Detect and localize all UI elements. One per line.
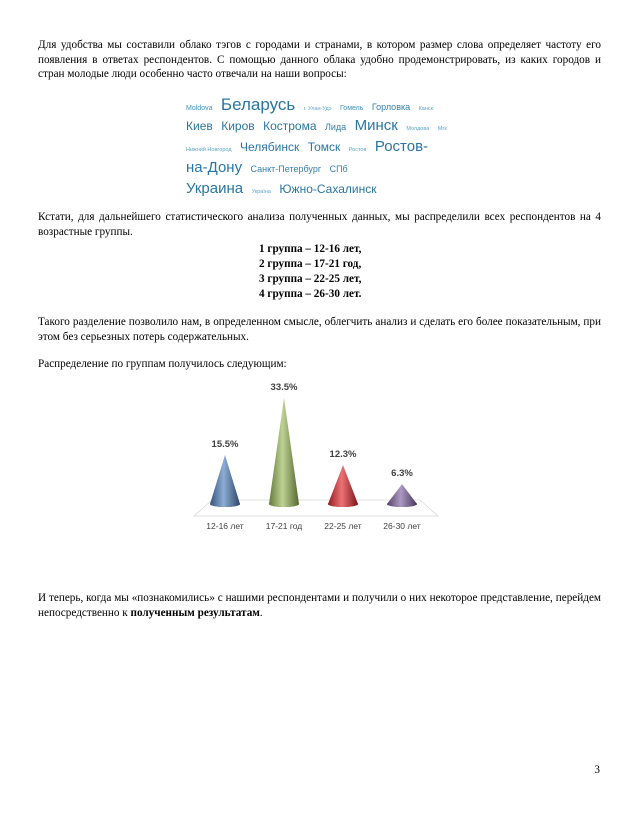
age-group-item: 4 группа – 26-30 лет.: [259, 288, 362, 300]
tag-cloud-line: [186, 115, 476, 136]
tag-word: Гомель: [339, 105, 364, 112]
tag-word: Украина: [186, 180, 244, 197]
intro-paragraph: Для удобства мы составили облако тэгов с городами и странами, в котором размер слова определяет частоту его появления в ответах респондентов. С помощью данного облака удобно продемонстрировать, из каких городов и стран молодые люди особенно часто отвечали на наши вопросы:: [38, 39, 601, 81]
tag-word: г. Улан-Удэ: [303, 106, 332, 112]
tag-word: Канск: [418, 106, 434, 112]
tag-cloud-line: [186, 136, 476, 157]
tag-word: Кострома: [263, 119, 317, 133]
category-label: 22-25 лет: [324, 521, 362, 531]
tag-cloud-line: [186, 157, 476, 178]
page-number: 3: [594, 764, 600, 776]
cone-bar: [387, 484, 417, 507]
tag-word: Молдова: [406, 126, 430, 132]
tag-word: Горловка: [371, 102, 411, 112]
tag-word: Санкт-Петербург: [250, 164, 322, 174]
cone-bar: [328, 465, 358, 507]
tag-word: Лида: [324, 122, 347, 132]
results-link-text: полученным результатам: [130, 606, 260, 619]
tag-word: Челябинск: [240, 140, 300, 154]
age-groups-list: [259, 242, 459, 302]
tag-word: Moldova: [186, 105, 213, 112]
tag-word: Ростов-: [374, 138, 429, 155]
groups-intro-paragraph: Кстати, для дальнейшего статистического анализа полученных данных, мы распределили всех респондентов на 4 возрастные группы.: [38, 211, 601, 238]
tag-word: Киров: [221, 119, 255, 133]
tag-word: на-Дону: [186, 159, 243, 176]
tag-word: Мгк: [437, 126, 447, 132]
data-label: 33.5%: [270, 382, 298, 393]
outro-end: .: [259, 606, 263, 619]
data-label: 15.5%: [211, 438, 239, 450]
tag-word: Беларусь: [220, 95, 296, 114]
cone-bar: [210, 455, 240, 507]
tag-word: Минск: [354, 117, 398, 134]
outro-text: И теперь, когда мы «познакомились» с нашими респондентами и получили о них некоторое представление, перейдем непосредственно к: [38, 592, 601, 619]
tag-word: СПб: [329, 164, 348, 174]
tag-word: Україна: [251, 189, 271, 195]
age-group-item: 3 группа – 22-25 лет,: [259, 273, 362, 285]
age-group-item: 1 группа – 12-16 лет,: [259, 243, 362, 255]
category-label: 12-16 лет: [206, 521, 244, 531]
tag-cloud-line: [186, 178, 476, 199]
age-group-item: 2 группа – 17-21 год,: [259, 258, 362, 270]
data-label: 12.3%: [329, 449, 357, 461]
tag-word: Нижний Новгород: [186, 147, 232, 153]
tag-word: Ростов: [348, 147, 367, 153]
division-paragraph: Такого разделение позволило нам, в определенном смысле, облегчить анализ и сделать его более показательным, при этом без серьезных потерь содержательных.: [38, 316, 601, 343]
outro-paragraph: [38, 591, 601, 620]
age-distribution-chart: [170, 378, 440, 538]
data-label: 6.3%: [391, 468, 413, 480]
tag-cloud-line: [186, 94, 476, 115]
tag-word: Южно-Сахалинск: [279, 182, 377, 196]
distribution-paragraph: Распределение по группам получилось следующим:: [38, 358, 287, 370]
tag-word: Киев: [186, 119, 213, 133]
tag-cloud: [186, 94, 476, 199]
cone-bar: [269, 398, 299, 507]
category-label: 17-21 год: [265, 521, 303, 531]
category-label: 26-30 лет: [383, 521, 421, 531]
tag-word: Томск: [307, 140, 341, 154]
